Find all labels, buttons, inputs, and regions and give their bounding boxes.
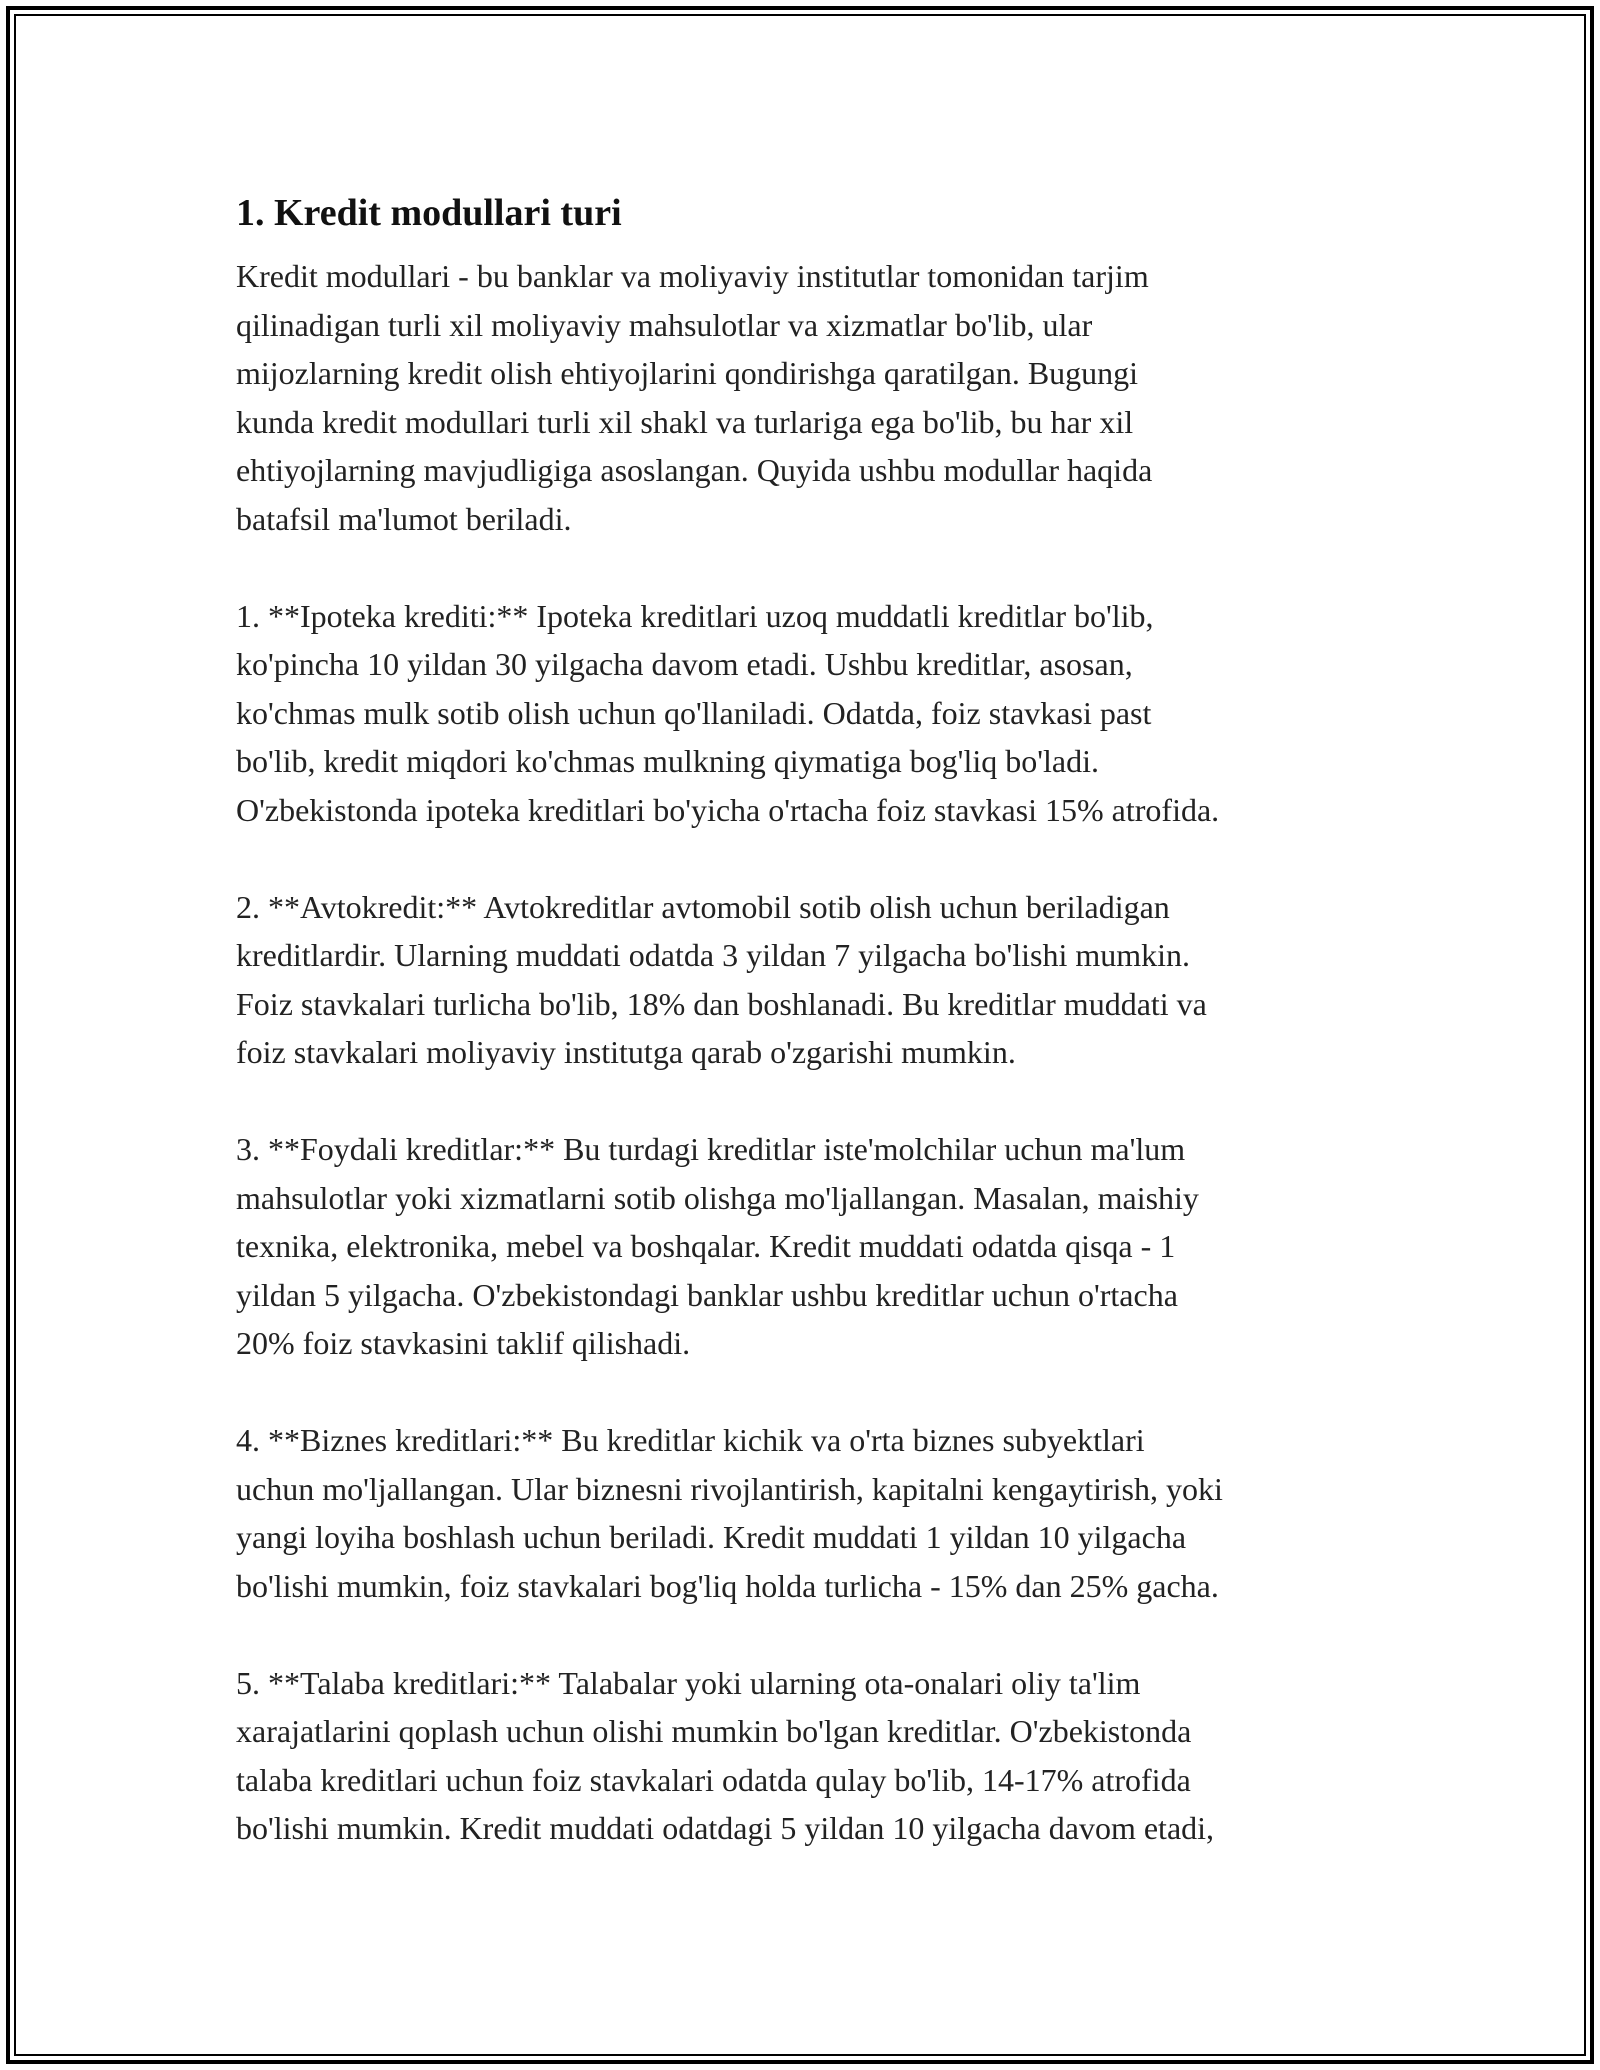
section-title: 1. Kredit modullari turi [236,192,622,234]
paragraph-line: ko'chmas mulk sotib olish uchun qo'llaniladi. Odatda, foiz stavkasi past [236,694,1152,731]
paragraph-line: texnika, elektronika, mebel va boshqalar. Kredit muddati odatda qisqa - 1 [236,1228,1176,1264]
paragraph-line: bo'lishi mumkin, foiz stavkalari bog'liq holda turlicha - 15% dan 25% gacha. [236,1567,1219,1604]
student-loan-paragraph [236,1659,1376,1853]
paragraph-line: ehtiyojlarning mavjudligiga asoslangan. Quyida ushbu modullar haqida [236,452,1153,488]
business-loan-paragraph [236,1416,1376,1610]
paragraph-line: 4. **Biznes kreditlari:** Bu kreditlar kichik va o'rta biznes subyektlari [236,1422,1145,1458]
paragraph-line: talaba kreditlari uchun foiz stavkalari odatda qulay bo'lib, 14-17% atrofida [236,1761,1191,1798]
paragraph-line: kunda kredit modullari turli xil shakl va turlariga ega bo'lib, bu har xil [236,403,1134,440]
auto-loan-paragraph [236,883,1376,1077]
paragraph-line: 2. **Avtokredit:** Avtokreditlar avtomobil sotib olish uchun beriladigan [236,888,1170,925]
paragraph-line: yangi loyiha boshlash uchun beriladi. Kredit muddati 1 yildan 10 yilgacha [236,1519,1187,1555]
paragraph-line: 1. **Ipoteka krediti:** Ipoteka kreditlari uzoq muddatli kreditlar bo'lib, [236,597,1154,634]
consumer-loan-paragraph [236,1125,1376,1368]
paragraph-line: 20% foiz stavkasini taklif qilishadi. [236,1325,691,1361]
paragraph-line: xarajatlarini qoplash uchun olishi mumkin bo'lgan kreditlar. O'zbekistonda [236,1713,1192,1749]
paragraph-line: mahsulotlar yoki xizmatlarni sotib olishga mo'ljallangan. Masalan, maishiy [236,1179,1199,1216]
paragraph-line: ko'pincha 10 yildan 30 yilgacha davom etadi. Ushbu kreditlar, asosan, [236,646,1133,682]
document-body [236,186,1376,1901]
mortgage-loan-paragraph [236,592,1376,835]
paragraph-line: mijozlarning kredit olish ehtiyojlarini qondirishga qaratilgan. Bugungi [236,355,1139,391]
paragraph-line: Foiz stavkalari turlicha bo'lib, 18% dan boshlanadi. Bu kreditlar muddati va [236,985,1207,1022]
paragraph-line: yildan 5 yilgacha. O'zbekistondagi banklar ushbu kreditlar uchun o'rtacha [236,1276,1178,1313]
paragraph-line: Kredit modullari - bu banklar va moliyaviy institutlar tomonidan tarjim [236,258,1149,294]
paragraph-line: kreditlardir. Ularning muddati odatda 3 yildan 7 yilgacha bo'lishi mumkin. [236,937,1191,973]
paragraph-line: O'zbekistonda ipoteka kreditlari bo'yicha o'rtacha foiz stavkasi 15% atrofida. [236,791,1220,828]
intro-paragraph [236,252,1376,543]
paragraph-line: uchun mo'ljallangan. Ular biznesni rivojlantirish, kapitalni kengaytirish, yoki [236,1470,1223,1507]
paragraph-line: foiz stavkalari moliyaviy institutga qarab o'zgarishi mumkin. [236,1034,1016,1070]
paragraph-line: batafsil ma'lumot beriladi. [236,500,572,537]
paragraph-line: 3. **Foydali kreditlar:** Bu turdagi kreditlar iste'molchilar uchun ma'lum [236,1131,1186,1167]
paragraph-line: qilinadigan turli xil moliyaviy mahsulotlar va xizmatlar bo'lib, ular [236,306,1093,343]
paragraph-line: bo'lishi mumkin. Kredit muddati odatdagi 5 yildan 10 yilgacha davom etadi, [236,1810,1215,1846]
paragraph-line: 5. **Talaba kreditlari:** Talabalar yoki ularning ota-onalari oliy ta'lim [236,1664,1141,1701]
paragraph-line: bo'lib, kredit miqdori ko'chmas mulkning qiymatiga bog'liq bo'ladi. [236,743,1099,779]
